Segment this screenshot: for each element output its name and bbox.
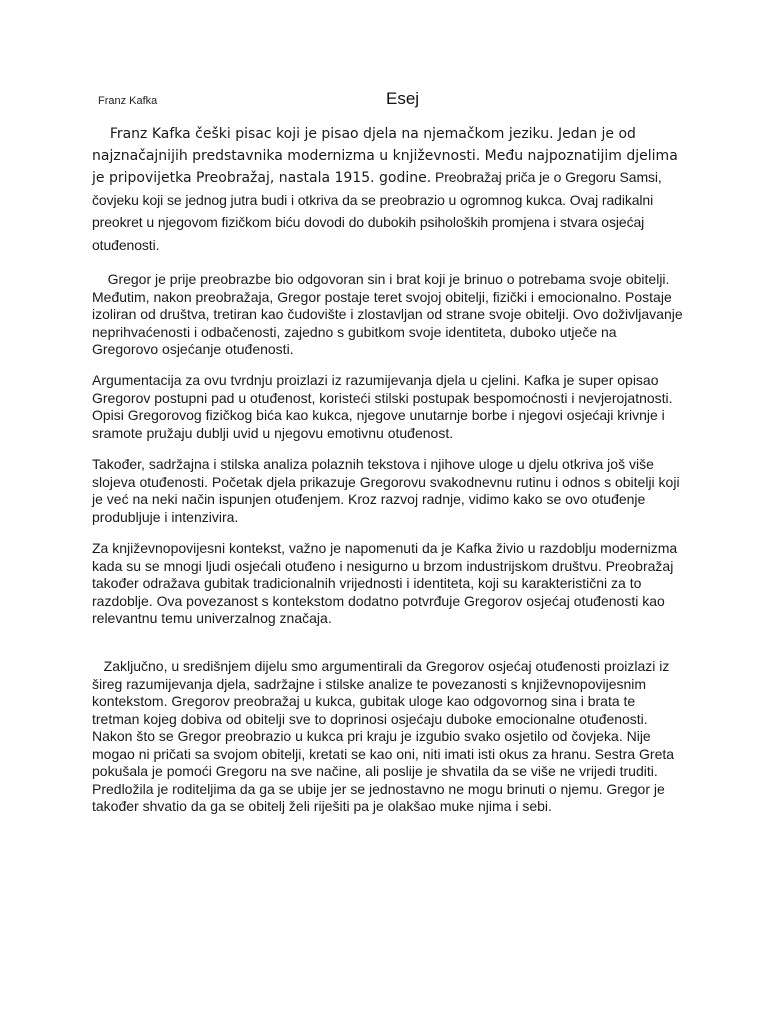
body-paragraph-5: Zaključno, u središnjem dijelu smo argumentirali da Gregorov osjećaj otuđenosti proizlazi iz šireg razumijevanja djela, sadržajne i stilske analize te povezanosti s književnopovijesnim kontekstom. Gregorov preobražaj u kukca, gubitak uloge kao odgovornog sina i brata te tretman kojeg dobiva od obitelji sve to doprinosi osjećaju duboke emocionalne otuđenosti. Nakon što se Gregor preobrazio u kukca pri kraju je izgubio svako osjetilo od čovjeka. Nije mogao ni pričati sa svojom obitelji, kretati se kao oni, niti imati isti okus za hranu. Sestra Greta pokušala je pomoći Gregoru na sve načine, ali poslije je shvatila da se više ne vrijedi truditi. Predložila je roditeljima da ga se ubije jer se jednostavno ne mogu brinuti o njemu. Gregor je također shvatio da ga se obitelj želi riješiti pa je olakšao muke njima i sebi. [92, 658, 678, 814]
body-paragraph-4: Za književnopovijesni kontekst, važno je napomenuti da je Kafka živio u razdoblju modernizma kada su se mnogi ljudi osjećali otuđeno i nesigurno u brzom industrijskom društvu. Preobražaj također odražava gubitak tradicionalnih vrijednosti i identiteta, koji su karakteristični za to razdoblje. Ova povezanost s kontekstom dodatno potvrđuje Gregorov osjećaj otuđenosti kao relevantnu temu univerzalnog značaja. [92, 540, 678, 626]
author-name: Franz Kafka [98, 95, 158, 107]
body-paragraph-3: Također, sadržajna i stilska analiza polaznih tekstova i njihove uloge u djelu otkriva još više slojeva otuđenosti. Početak djela prikazuje Gregorovu svakodnevnu rutinu i odnos s obitelji koji je već na neki način ispunjen otuđenjem. Kroz razvoj radnje, vidimo kako se ovo otuđenje produbljuje i intenzivira. [92, 456, 680, 525]
lead-text-part1: Franz Kafka češki pisac koji je pisao djela na njemačkom jeziku. Jedan je od najznačajnijih predstavnika modernizma u književnosti. Među najpoznatijim djelima je pripovijetka Preobražaj, nastala 1915. godine. [92, 126, 683, 186]
body-paragraph-2: Argumentacija za ovu tvrdnju proizlazi iz razumijevanja djela u cjelini. Kafka je super opisao Gregorov postupni pad u otuđenost, koristeći stilski postupak bespomoćnosti i nevjerojatnosti. Opisi Gregorovog fizičkog bića kao kukca, njegove unutarnje borbe i njegovi osjećaji krivnje i sramote pružaju dublji uvid u njegovu emotivnu otuđenost. [92, 372, 673, 441]
body-paragraph-1: Gregor je prije preobrazbe bio odgovoran sin i brat koji je brinuo o potrebama svoje obitelji. Međutim, nakon preobražaja, Gregor postaje teret svojoj obitelji, fizički i emocionalno. Postaje izoliran od društva, tretiran kao čudovište i zlostavljan od strane svoje obitelji. Ovo doživljavanje neprihvaćenosti i odbačenosti, zajedno s gubitkom svoje identiteta, duboko utječe na Gregorovo osjećanje otuđenosti. [92, 271, 687, 357]
essay-title: Esej [386, 89, 420, 108]
lead-text-part2: Preobražaj priča je o Gregoru Samsi, čovjeku koji se jednog jutra budi i otkriva da se preobrazio u ogromnog kukca. Ovaj radikalni preokret u njegovom fizičkom biću dovodi do dubokih psiholoških promjena i stvara osjećaj otuđenosti. [92, 169, 666, 253]
lead-paragraph [92, 124, 692, 257]
